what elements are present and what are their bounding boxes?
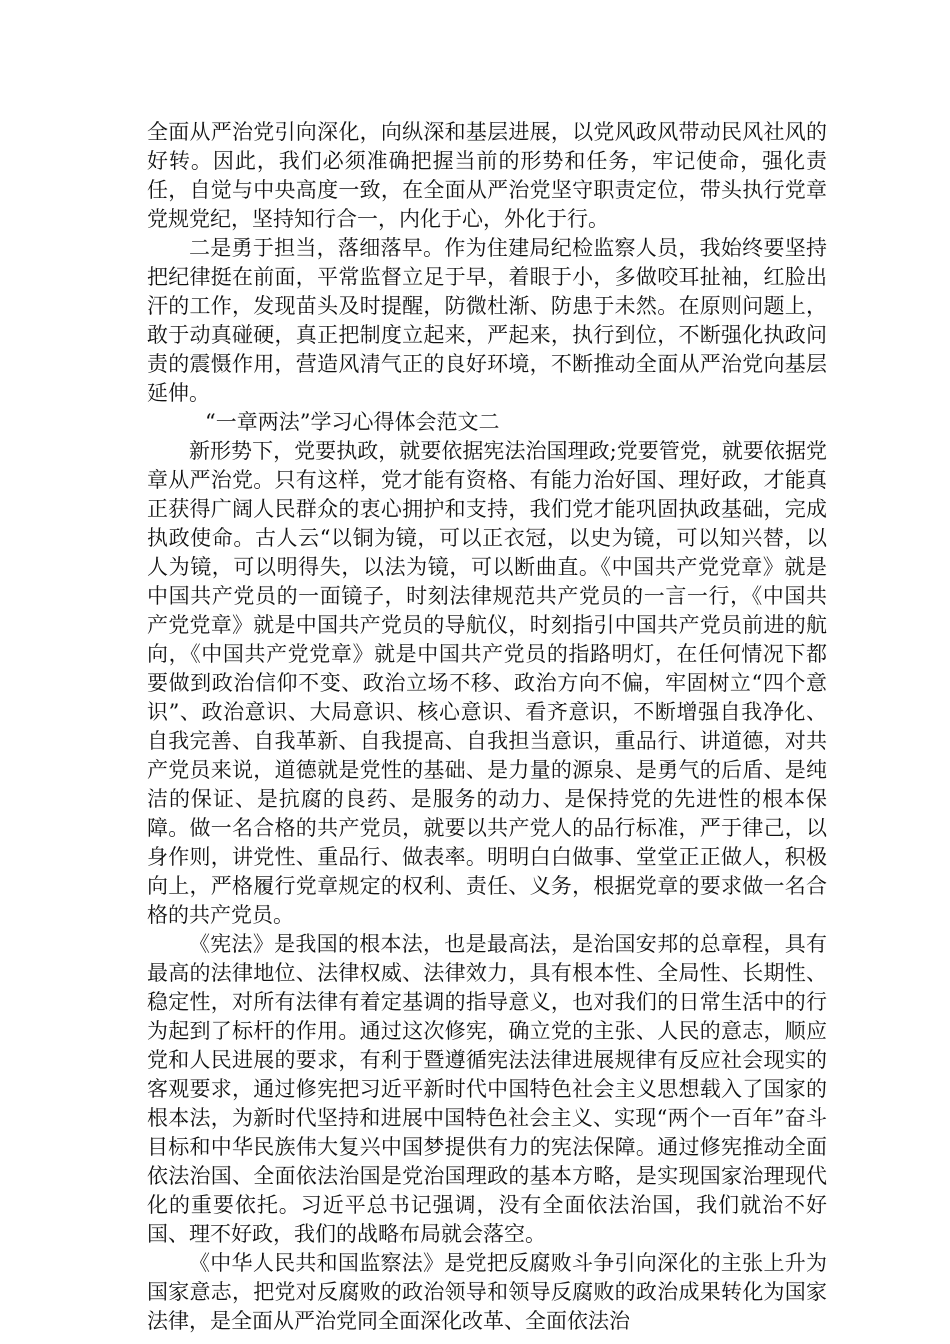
paragraph-2: 二是勇于担当，落细落早。作为住建局纪检监察人员，我始终要坚持把纪律挺在前面，平常监督立足于早，着眼于小，多做咬耳扯袖，红脸出汗的工作，发现苗头及时提醒，防微杜渐、防患于未然。在原则问题上，敢于动真碰硬，真正把制度立起来，严起来，执行到位，不断强化执政问责的震慑作用，营造风清气正的良好环境，不断推动全面从严治党向基层延伸。 [147, 236, 827, 405]
paragraph-4: 《宪法》是我国的根本法，也是最高法，是治国安邦的总章程，具有最高的法律地位、法律权威、法律效力，具有根本性、全局性、长期性、稳定性，对所有法律有着定基调的指导意义，也对我们的日常生活中的行为起到了标杆的作用。通过这次修宪，确立党的主张、人民的意志，顺应党和人民进展的要求，有利于暨遵循宪法法律进展规律有反应社会现实的客观要求，通过修宪把习近平新时代中国特色社会主义思想载入了国家的根本法，为新时代坚持和进展中国特色社会主义、实现“两个一百年”奋斗目标和中华民族伟大复兴中国梦提供有力的宪法保障。通过修宪推动全面依法治国、全面依法治国是党治国理政的基本方略，是实现国家治理现代化的重要依托。习近平总书记强调，没有全面依法治国，我们就治不好国、理不好政，我们的战略布局就会落空。 [147, 932, 827, 1246]
document-body [147, 118, 827, 1336]
paragraph-1: 全面从严治党引向深化，向纵深和基层进展，以党风政风带动民风社风的好转。因此，我们必须准确把握当前的形势和任务，牢记使命，强化责任，自觉与中央高度一致，在全面从严治党坚守职责定位，带头执行党章党规党纪，坚持知行合一，内化于心，外化于行。 [147, 120, 827, 231]
section-heading: “一章两法”学习心得体会范文二 [205, 410, 500, 434]
paragraph-5: 《中华人民共和国监察法》是党把反腐败斗争引向深化的主张上升为国家意志，把党对反腐败的政治领导和领导反腐败的政治成果转化为国家法律，是全面从严治党同全面深化改革、全面依法治 [147, 1251, 827, 1333]
paragraph-3: 新形势下，党要执政，就要依据宪法治国理政;党要管党，就要依据党章从严治党。只有这样，党才能有资格、有能力治好国、理好政，才能真正获得广阔人民群众的衷心拥护和支持，我们党才能巩固执政基础，完成执政使命。古人云“以铜为镜，可以正衣冠，以史为镜，可以知兴替，以人为镜，可以明得失，以法为镜，可以断曲直。《中国共产党党章》就是中国共产党员的一面镜子，时刻法律规范共产党员的一言一行，《中国共产党党章》就是中国共产党员的导航仪，时刻指引中国共产党员前进的航向，《中国共产党党章》就是中国共产党员的指路明灯，在任何情况下都要做到政治信仰不变、政治立场不移、政治方向不偏，牢固树立“四个意识”、政治意识、大局意识、核心意识、看齐意识，不断增强自我净化、自我完善、自我革新、自我提高、自我担当意识，重品行、讲道德，对共产党员来说，道德就是党性的基础、是力量的源泉、是勇气的后盾、是纯洁的保证、是抗腐的良药、是服务的动力、是保持党的先进性的根本保障。做一名合格的共产党员，就要以共产党人的品行标准，严于律己，以身作则，讲党性、重品行、做表率。明明白白做事、堂堂正正做人，积极向上，严格履行党章规定的权利、责任、义务，根据党章的要求做一名合格的共产党员。 [147, 439, 827, 927]
